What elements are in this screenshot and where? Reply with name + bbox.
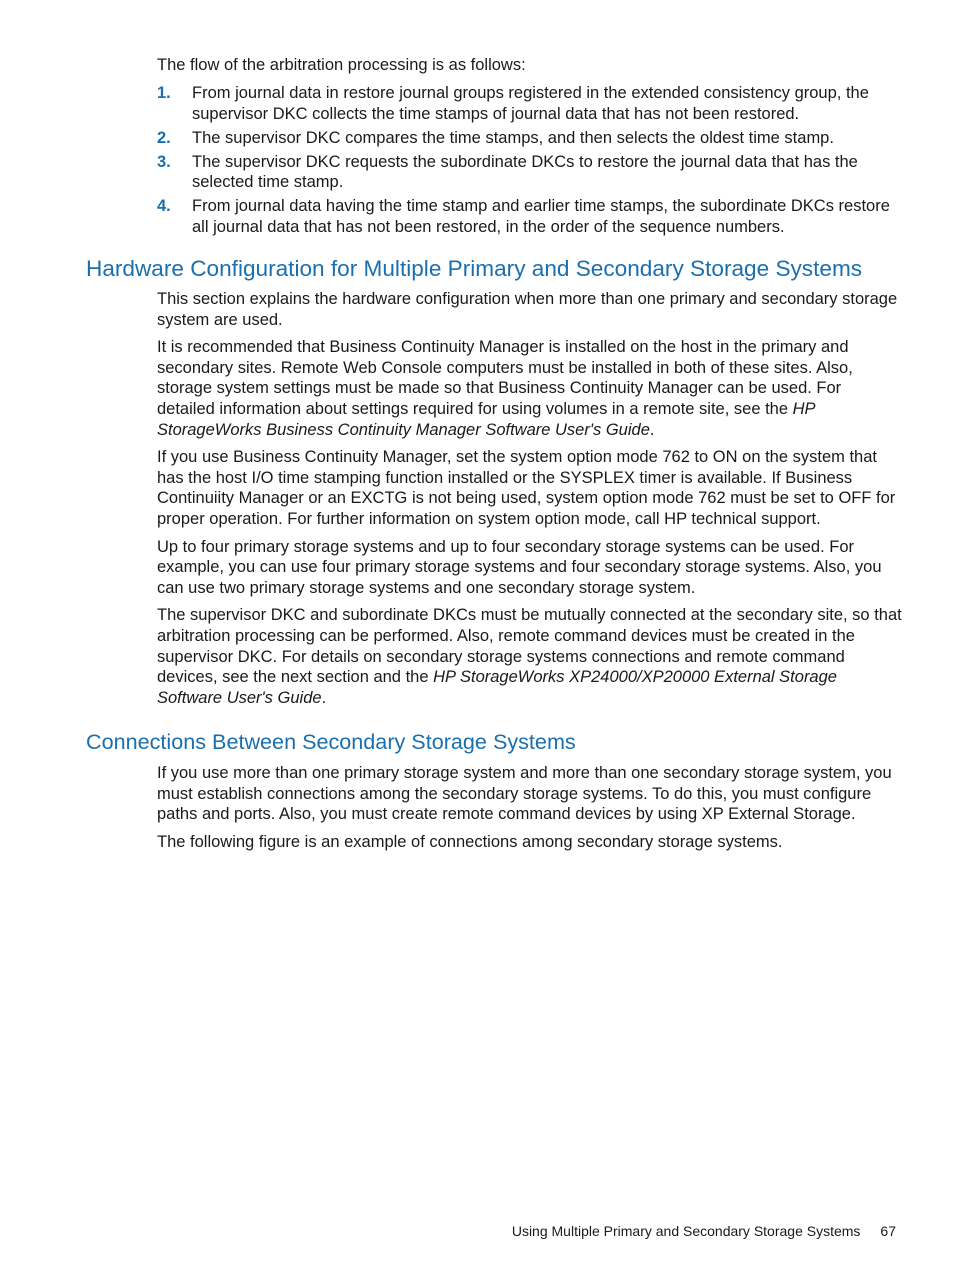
arbitration-steps-list	[157, 83, 902, 241]
step-number: 1.	[157, 84, 171, 102]
step-text: From journal data in restore journal groups registered in the extended consistency group, the supervisor DKC collects the time stamps of journal data that has not been restored.	[192, 84, 869, 123]
paragraph	[157, 605, 902, 708]
list-item	[157, 128, 902, 149]
paragraph: This section explains the hardware configuration when more than one primary and secondary storage system are used.	[157, 290, 898, 329]
step-text: The supervisor DKC requests the subordinate DKCs to restore the journal data that has the selected time stamp.	[192, 152, 858, 192]
paragraph: Up to four primary storage systems and up to four secondary storage systems can be used. For example, you can use four primary storage systems and four secondary storage systems. Also, you can use two primary storage systems and one secondary storage system.	[157, 537, 882, 597]
hardware-configuration-heading: Hardware Configuration for Multiple Primary and Secondary Storage Systems	[86, 256, 863, 281]
paragraph: If you use more than one primary storage system and more than one secondary storage system, you must establish connections among the secondary storage systems. To do this, you must configure paths and ports. Also, you must create remote command devices by using XP External Storage.	[157, 764, 892, 824]
paragraph-text: The supervisor DKC and subordinate DKCs must be mutually connected at the secondary site, so that arbitration processing can be performed. Also, remote command devices must be created in the supervisor DKC. For details on secondary storage systems connections and remote command devices, see the next section and the	[157, 606, 902, 687]
paragraph: The following figure is an example of connections among secondary storage systems.	[157, 832, 783, 851]
connections-section	[157, 763, 902, 859]
paragraph-end: .	[649, 420, 655, 439]
intro-text: The flow of the arbitration processing is as follows:	[157, 56, 526, 74]
guide-reference: HP StorageWorks Business Continuity Manager Software User's Guide	[157, 399, 815, 439]
step-text: From journal data having the time stamp and earlier time stamps, the subordinate DKCs restore all journal data that has not been restored, in the order of the sequence numbers.	[192, 197, 890, 237]
hardware-configuration-section	[157, 289, 902, 715]
connections-heading: Connections Between Secondary Storage Systems	[86, 729, 576, 754]
page-number: 67	[880, 1223, 896, 1239]
paragraph	[157, 337, 902, 440]
paragraph-end: .	[321, 688, 327, 707]
list-item	[157, 152, 902, 193]
step-number: 2.	[157, 128, 171, 147]
page-footer	[512, 1222, 896, 1240]
step-number: 3.	[157, 152, 171, 171]
list-item	[157, 83, 902, 124]
paragraph-text: It is recommended that Business Continuity Manager is installed on the host in the primary and secondary sites. Remote Web Console computers must be installed in both of these sites. Also, storage system settings must be made so that Business Continuity Manager can be used. For detailed information about settings required for using volumes in a remote site, see the	[157, 338, 853, 418]
paragraph: If you use Business Continuity Manager, set the system option mode 762 to ON on the system that has the host I/O time stamping function installed or the SYSPLEX timer is available. If Business Continuiity Manager or an EXCTG is not being used, system option mode 762 must be set to OFF for proper operation. For further information on system option mode, call HP technical support.	[157, 448, 896, 528]
step-text: The supervisor DKC compares the time stamps, and then selects the oldest time stamp.	[192, 128, 834, 147]
guide-reference: HP StorageWorks XP24000/XP20000 External Storage Software User's Guide	[157, 668, 837, 707]
footer-title: Using Multiple Primary and Secondary Storage Systems	[511, 1223, 861, 1239]
list-item	[157, 196, 902, 237]
step-number: 4.	[157, 197, 171, 216]
